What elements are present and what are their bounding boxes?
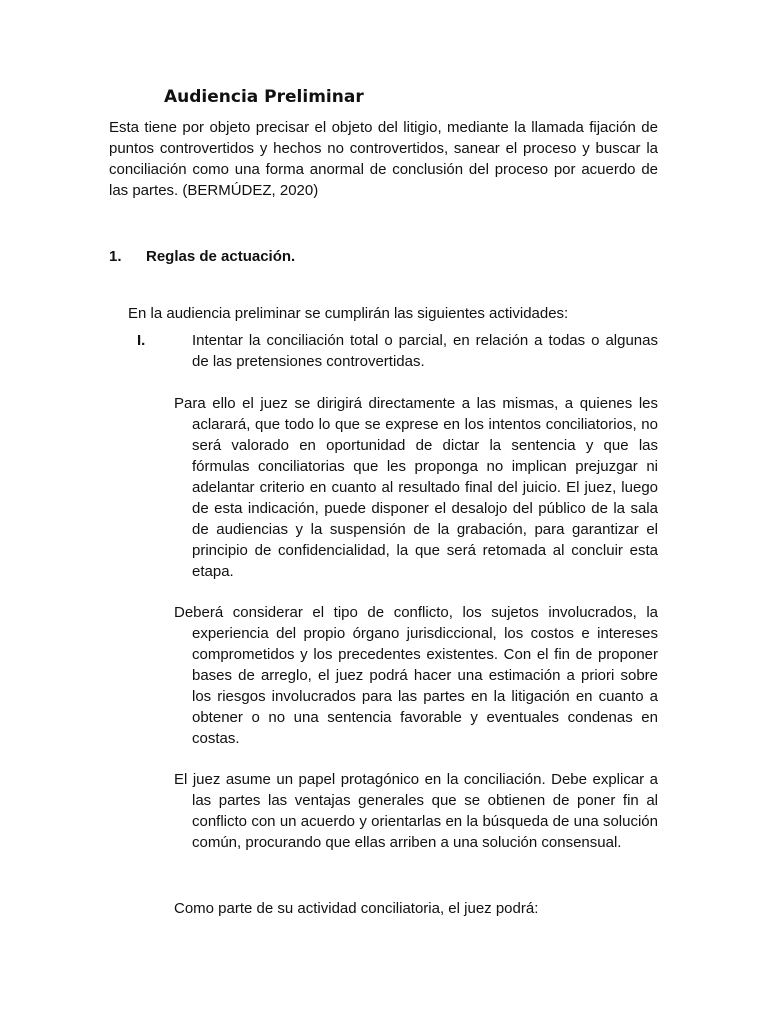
body-paragraph-1: Para ello el juez se dirigirá directamente a las mismas, a quienes les aclarará, que todo lo que se exprese en los intentos conciliatorios, no será valorado en oportunidad de dictar la sentencia y que las fórmulas conciliatorias que les proponga no implican prejuzgar ni adelantar criterio en cuanto al resultado final del juicio. El juez, luego de esta indicación, puede disponer el desalojo del público de la sala de audiencias y la suspensión de la grabación, para garantizar el principio de confidencialidad, la que será retomada al concluir esta etapa.: [174, 395, 658, 580]
document-title: Audiencia Preliminar: [164, 87, 364, 107]
body-paragraph-2: Deberá considerar el tipo de conflicto, los sujetos involucrados, la experiencia del propio órgano jurisdiccional, los costos e intereses comprometidos y los precedentes existentes. Con el fin de proponer bases de arreglo, el juez podrá hacer una estimación a priori sobre los riesgos involucrados para las partes en la litigación en cuanto a obtener o no una sentencia favorable y eventuales condenas en costas.: [174, 604, 658, 747]
lead-sentence: En la audiencia preliminar se cumplirán las siguientes actividades:: [128, 305, 569, 322]
list-item-number: I.: [137, 332, 146, 349]
section-number: 1.: [109, 248, 122, 265]
intro-paragraph: Esta tiene por objeto precisar el objeto del litigio, mediante la llamada fijación de puntos controvertidos y hechos no controvertidos, sanear el proceso y buscar la conciliación como una forma anormal de conclusión del proceso por acuerdo de las partes. (BERMÚDEZ, 2020): [109, 119, 658, 199]
list-item-text: Intentar la conciliación total o parcial, en relación a todas o algunas de las pretensiones controvertidas.: [192, 332, 658, 370]
section-heading: Reglas de actuación.: [146, 248, 296, 265]
body-paragraph-3: El juez asume un papel protagónico en la conciliación. Debe explicar a las partes las ventajas generales que se obtienen de poner fin al conflicto con un acuerdo y orientarlas en la búsqueda de una solución común, procurando que ellas arriben a una solución consensual.: [174, 771, 658, 851]
body-paragraph-4: Como parte de su actividad conciliatoria, el juez podrá:: [174, 900, 539, 917]
